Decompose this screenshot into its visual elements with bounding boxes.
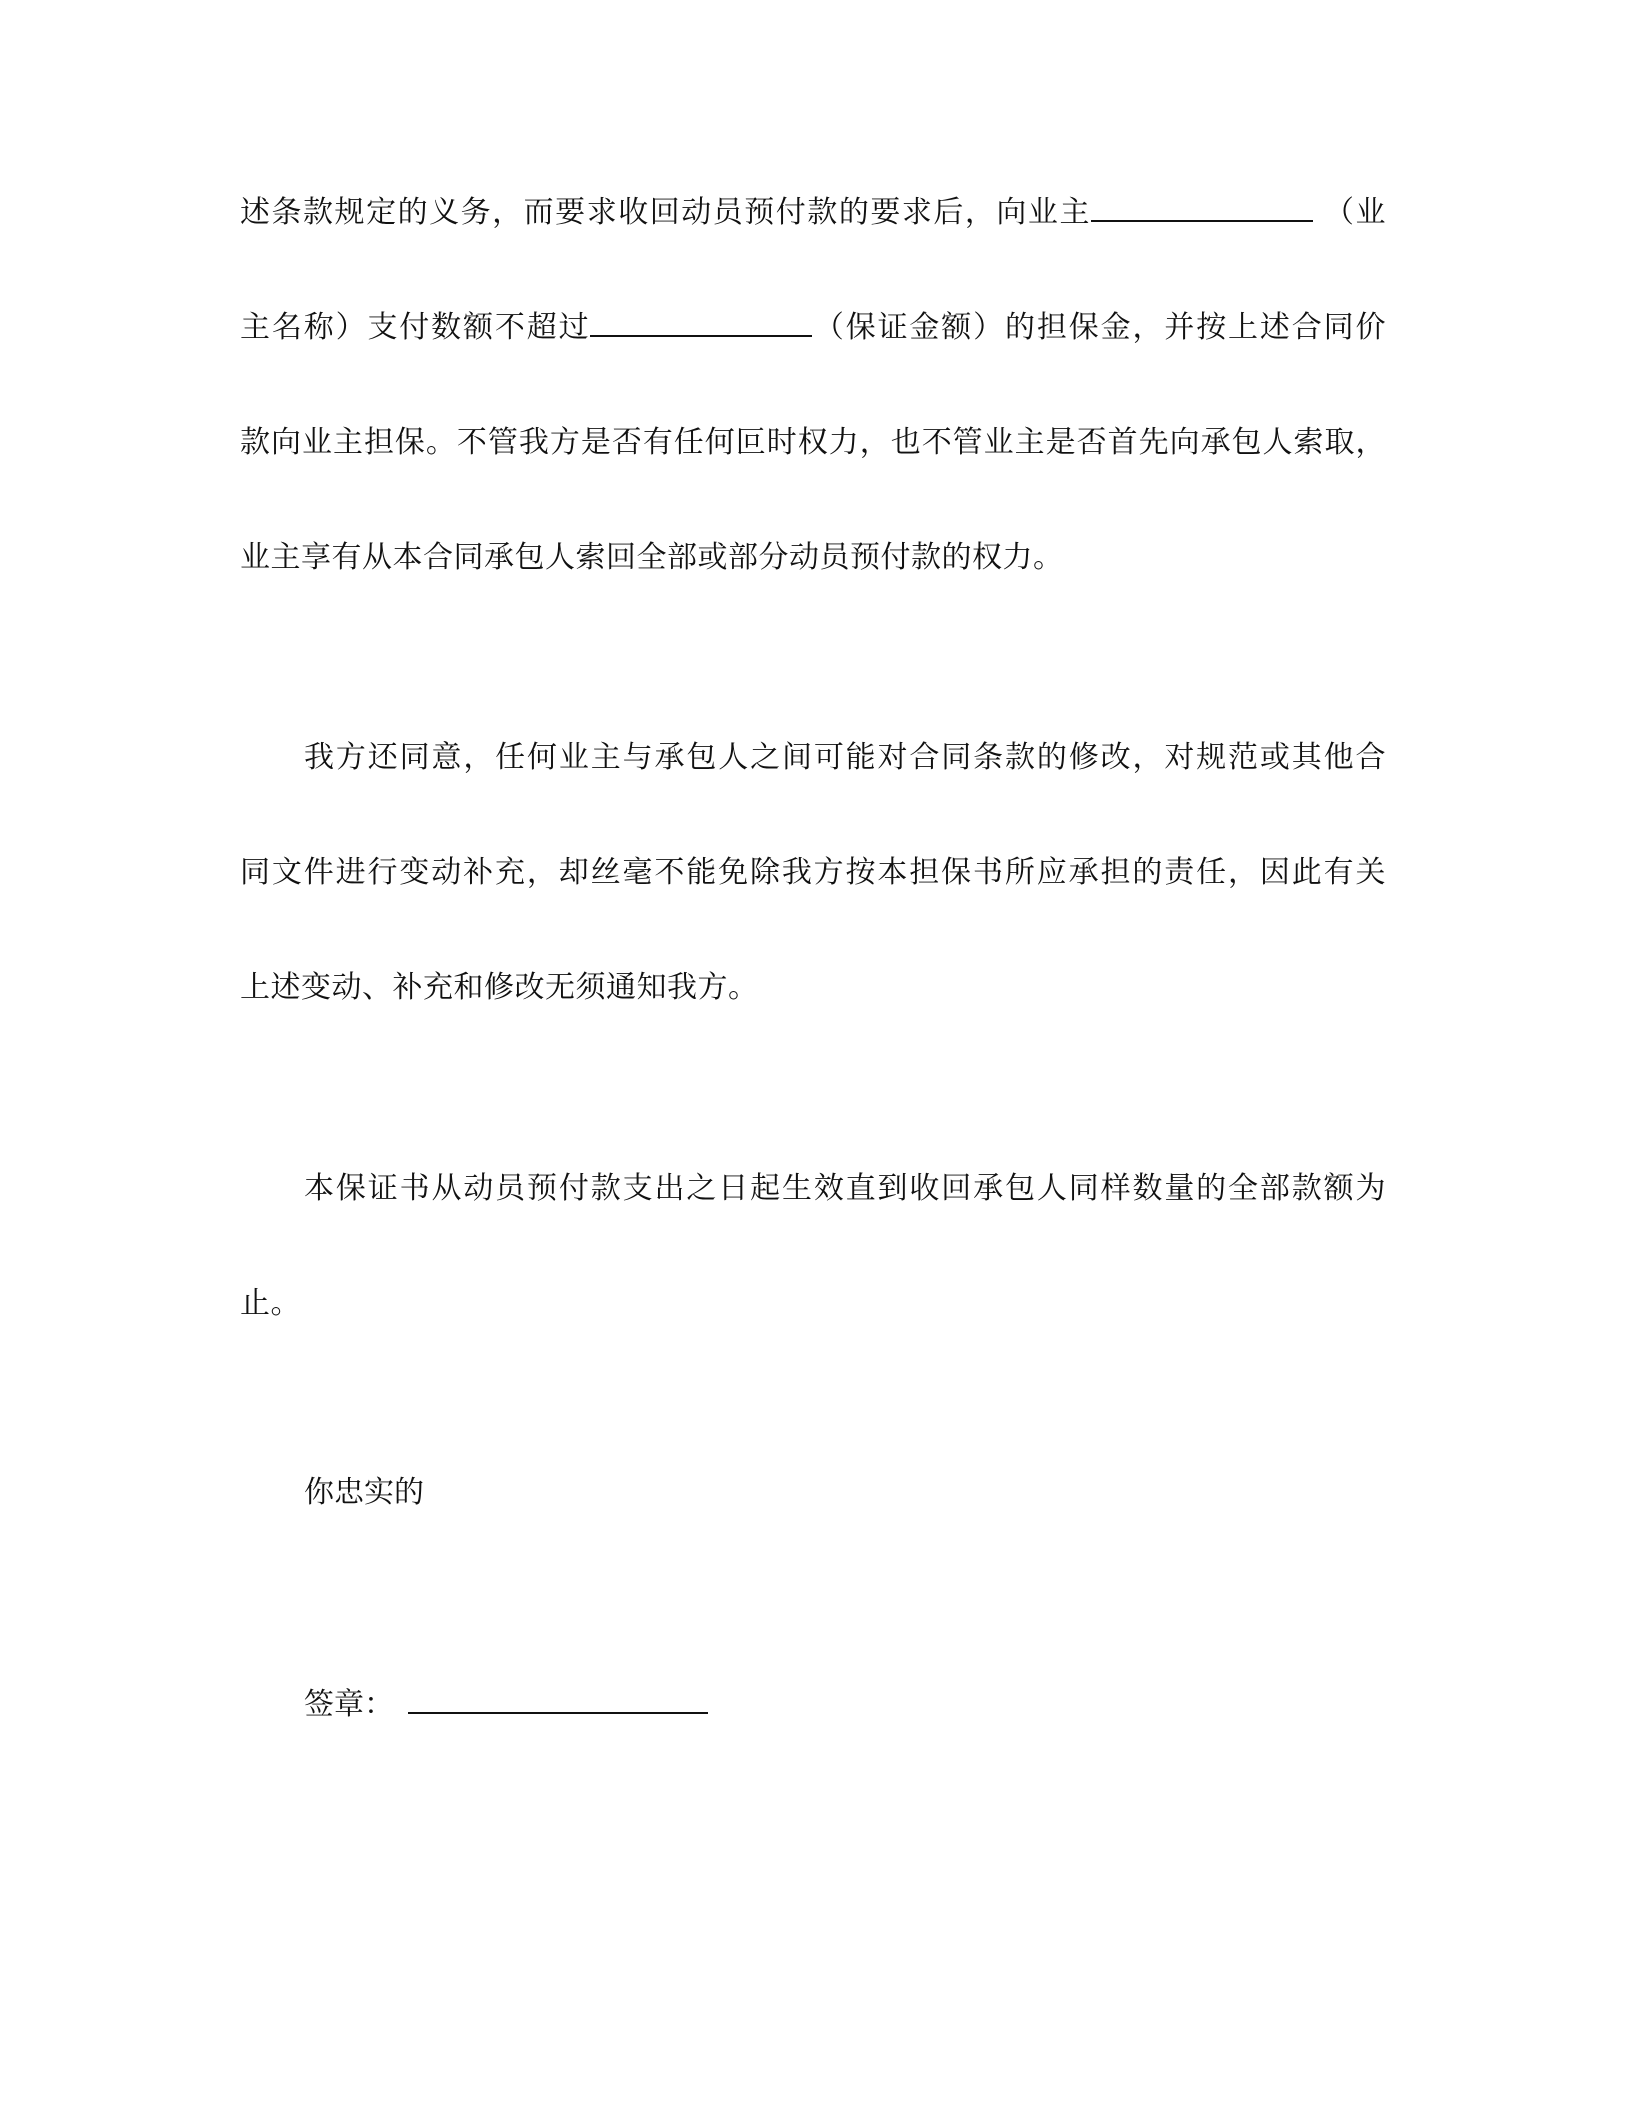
- signature-line: [408, 1682, 708, 1714]
- paragraph-guarantee-payment: [240, 155, 1386, 615]
- guarantee-amount-blank: [590, 315, 812, 337]
- paragraph-validity: [240, 1131, 1386, 1361]
- closing-sincerely: 你忠实的: [304, 1475, 424, 1510]
- paragraph-line: 业主享有从本合同承包人索回全部或部分动员预付款的权力。: [240, 540, 1064, 575]
- paragraph-line: 本保证书从动员预付款支出之日起生效直到收回承包人同样数量的全部款额为: [304, 1171, 1386, 1206]
- paragraph-line: 述条款规定的义务，而要求收回动员预付款的要求后，向业主 （业: [240, 195, 1387, 230]
- signature-row: [304, 1682, 708, 1725]
- owner-name-blank: [1091, 200, 1313, 222]
- paragraph-line: 款向业主担保。不管我方是否有任何叵时权力，也不管业主是否首先向承包人索取，: [240, 425, 1386, 460]
- paragraph-line: 止。: [240, 1286, 301, 1321]
- paragraph-line: 同文件进行变动补充，却丝毫不能免除我方按本担保书所应承担的责任，因此有关: [240, 855, 1386, 890]
- signature-label: 签章：: [304, 1687, 394, 1722]
- paragraph-line: 主名称）支付数额不超过 （保证金额）的担保金，并按上述合同价: [240, 310, 1387, 345]
- paragraph-amendments: [240, 700, 1386, 1045]
- paragraph-line: 我方还同意，任何业主与承包人之间可能对合同条款的修改，对规范或其他合: [304, 740, 1386, 775]
- paragraph-line: 上述变动、补充和修改无须通知我方。: [240, 970, 759, 1005]
